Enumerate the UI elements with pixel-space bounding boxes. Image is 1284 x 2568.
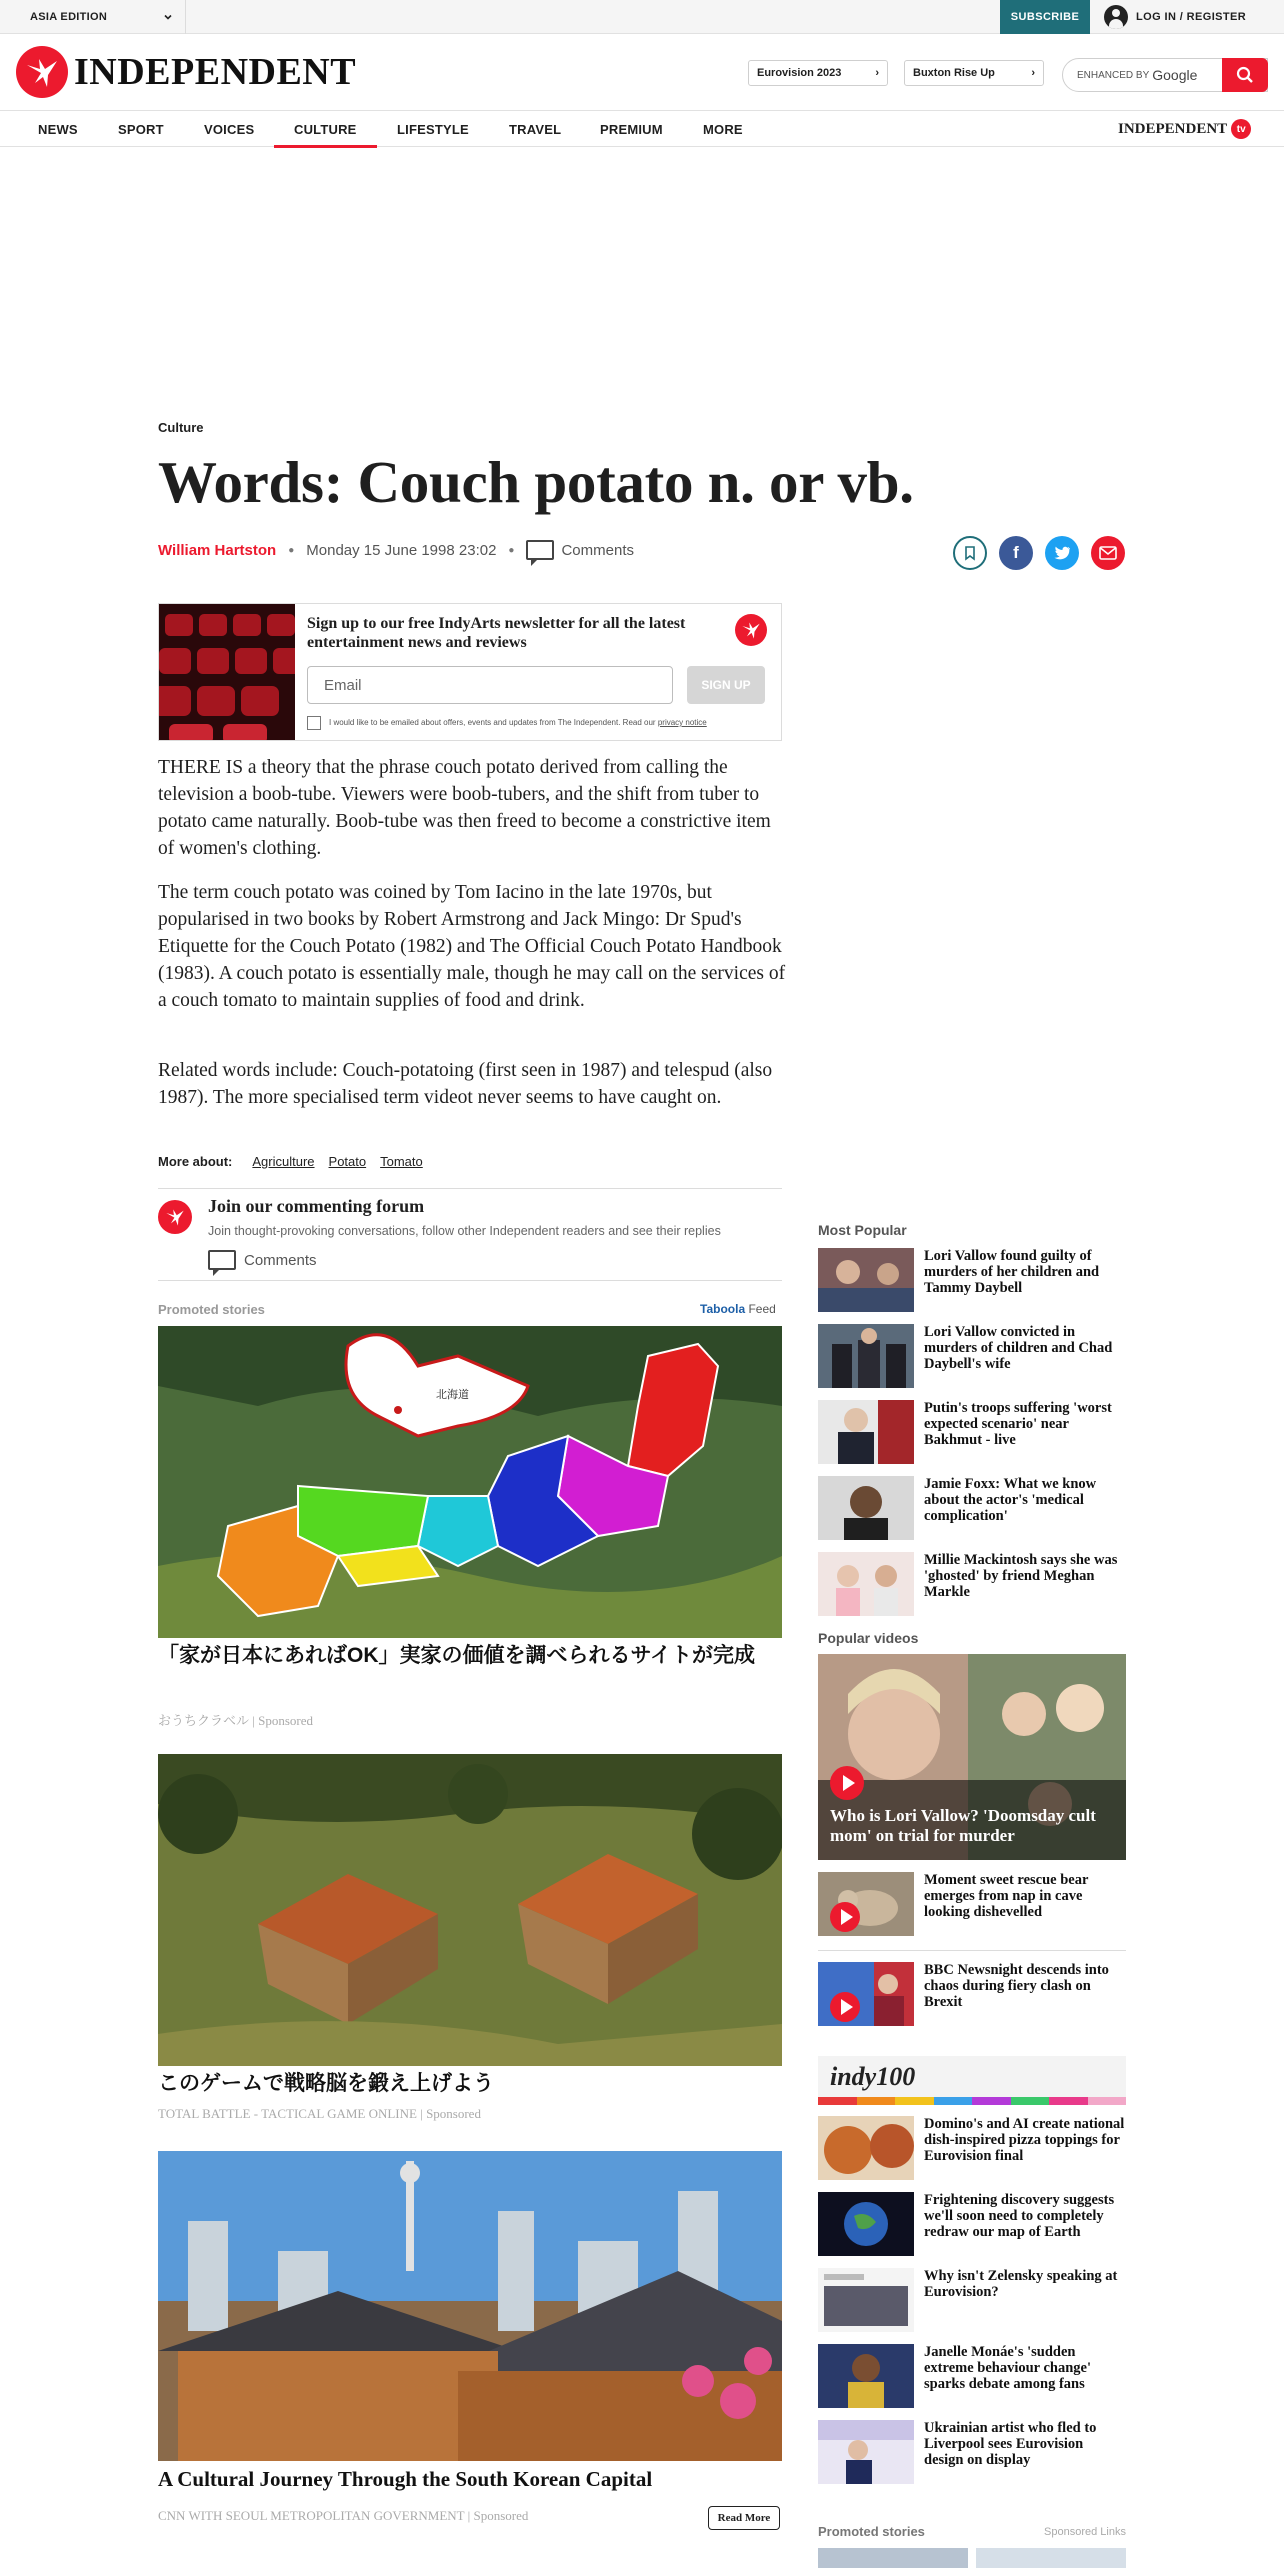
site-header [0, 34, 1284, 110]
headline-text: Lori Vallow convicted in murders of children and Chad Daybell's wife [924, 1324, 1113, 1372]
forum-comments-link[interactable] [208, 1250, 317, 1270]
thumbnail-image [818, 2192, 914, 2256]
thumbnail-image [818, 1552, 914, 1616]
article-paragraph: Related words include: Couch-potatoing (first seen in 1987) and telespud (also 1987). The more specialised term videot never seems to have caught on. [158, 1060, 773, 1108]
search-enhanced-label: ENHANCED BY [1077, 69, 1150, 81]
play-icon [830, 1766, 864, 1800]
tag-potato[interactable]: Potato [328, 1154, 367, 1169]
nav-travel[interactable]: TRAVEL [509, 121, 562, 137]
most-popular-item[interactable] [818, 1552, 1126, 1618]
play-icon [830, 1902, 860, 1932]
search-button[interactable] [1222, 58, 1268, 92]
headline-text: Jamie Foxx: What we know about the actor's 'medical complication' [924, 1476, 1097, 1524]
sidebar-promoted-label: Promoted stories [818, 2524, 925, 2539]
divider [158, 1280, 782, 1281]
headline-text: Ukrainian artist who fled to Liverpool sees Eurovision design on display [924, 2420, 1097, 2468]
login-label: LOG IN / REGISTER [1136, 11, 1247, 23]
nav-news[interactable]: NEWS [38, 121, 78, 137]
section-kicker[interactable]: Culture [158, 420, 204, 435]
comments-label: Comments [561, 541, 634, 559]
popular-videos-heading: Popular videos [818, 1630, 919, 1646]
twitter-icon [1053, 545, 1071, 561]
indy100-item[interactable] [818, 2192, 1126, 2258]
thumbnail-image [818, 1400, 914, 1464]
subscribe-button[interactable]: SUBSCRIBE [1000, 0, 1090, 34]
thumbnail-image [818, 1324, 914, 1388]
trending-pill-buxton[interactable] [904, 60, 1044, 86]
bookmark-icon [963, 545, 977, 561]
tag-agriculture[interactable]: Agriculture [252, 1154, 315, 1169]
promo-image-japan-map[interactable] [158, 1326, 782, 1638]
indy100-item[interactable] [818, 2268, 1126, 2334]
headline-text: BBC Newsnight descends into chaos during fiery clash on Brexit [924, 1962, 1109, 2010]
newsletter-consent-checkbox[interactable] [307, 716, 321, 730]
comments-link[interactable] [526, 540, 634, 560]
bookmark-button[interactable] [953, 536, 987, 570]
privacy-notice-link[interactable]: privacy notice [657, 718, 707, 727]
headline-text: Moment sweet rescue bear emerges from nap in cave looking dishevelled [924, 1872, 1089, 1920]
thumbnail-image [818, 1476, 914, 1540]
byline-separator: ● [288, 544, 295, 556]
indy100-item[interactable] [818, 2116, 1126, 2182]
article-paragraph: The term couch potato was coined by Tom Iacino in the late 1970s, but popularised in two books by Robert Armstrong and Jack Mingo: Dr Spud's Etiquette for the Couch Potato (1982) and The Official Couch Potato Handbook (1983). A couch potato is essentially male, though he may call on the services of a couch tomato to maintain supplies of food and drink. [158, 882, 786, 1011]
trending-pill-eurovision[interactable] [748, 60, 888, 86]
main-nav [0, 110, 1284, 147]
thumbnail-image [818, 2344, 914, 2408]
thumbnail-image [818, 1248, 914, 1312]
featured-video-title: Who is Lori Vallow? 'Doomsday cult mom' on trial for murder [830, 1806, 1096, 1845]
nav-voices[interactable]: VOICES [204, 121, 255, 137]
promo-image-seoul[interactable] [158, 2151, 782, 2461]
eagle-logo-icon [735, 614, 767, 646]
article-paragraph: THERE IS a theory that the phrase couch potato derived from calling the television a boob-tube. Viewers were boob-tubers, and the shift from tuber to potato came naturally. Boob-tube was then freed to become a constrictive item of women's clothing. [158, 757, 771, 859]
video-item[interactable] [818, 1962, 1126, 2028]
promo-story-title[interactable]: A Cultural Journey Through the South Korean Capital [158, 2467, 653, 2491]
tv-badge: tv [1231, 119, 1251, 139]
promo-image-strategy-game[interactable] [158, 1754, 782, 2066]
email-icon [1099, 546, 1117, 560]
nav-premium[interactable]: PREMIUM [600, 121, 663, 137]
promoted-stories-label: Promoted stories [158, 1302, 265, 1317]
most-popular-item[interactable] [818, 1400, 1126, 1466]
most-popular-item[interactable] [818, 1476, 1126, 1542]
more-about-label: More about: [158, 1154, 233, 1169]
promo-story-title[interactable]: このゲームで戦略脳を鍛え上げよう [158, 2072, 494, 2095]
facebook-share-button[interactable] [999, 536, 1033, 570]
independent-tv-link[interactable] [1118, 119, 1251, 139]
indy100-logo: indy100 [830, 2062, 916, 2091]
search-google-label: Google [1152, 67, 1198, 83]
headline-text: Frightening discovery suggests we'll soon need to completely redraw our map of Earth [924, 2192, 1115, 2240]
forum-title: Join our commenting forum [208, 1196, 425, 1216]
pill-label: Eurovision 2023 [757, 67, 842, 79]
read-more-button[interactable]: Read More [708, 2506, 780, 2530]
newsletter-legal-text [329, 718, 707, 727]
pill-label: Buxton Rise Up [913, 67, 995, 79]
site-logo[interactable] [16, 46, 356, 98]
headline-text: Domino's and AI create national dish-inspired pizza toppings for Eurovision final [924, 2116, 1125, 2164]
promo-story-title[interactable]: 「家が日本にあればOK」実家の価値を調べられるサイトが完成 [158, 1644, 756, 1667]
top-utility-bar [0, 0, 1284, 34]
eagle-logo-icon [16, 46, 68, 98]
newsletter-signup-button[interactable]: SIGN UP [687, 666, 765, 704]
logo-wordmark: INDEPENDENT [74, 51, 357, 93]
headline-text: Millie Mackintosh says she was 'ghosted' by friend Meghan Markle [924, 1552, 1118, 1600]
divider [818, 1950, 1126, 1951]
sponsored-links-label[interactable]: Sponsored Links [1044, 2525, 1126, 2538]
author-link[interactable]: William Hartston [158, 541, 277, 559]
forum-subtitle: Join thought-provoking conversations, follow other Independent readers and see their replies [208, 1224, 721, 1238]
byline [158, 540, 634, 560]
login-register-button[interactable] [1104, 0, 1246, 34]
sidebar-promoted-thumbs [818, 2548, 1126, 2568]
eagle-logo-icon [158, 1200, 192, 1234]
indy100-item[interactable] [818, 2420, 1126, 2486]
chevron-right-icon: › [875, 67, 879, 79]
publish-date: Monday 15 June 1998 23:02 [306, 541, 497, 559]
facebook-icon: f [1013, 543, 1019, 562]
nav-lifestyle[interactable]: LIFESTYLE [397, 121, 469, 137]
indy100-color-strip [818, 2097, 1126, 2105]
promo-story-source: TOTAL BATTLE - TACTICAL GAME ONLINE | Sponsored [158, 2106, 481, 2121]
taboola-feed: Feed [748, 1302, 776, 1316]
promo-story-source: おうちクラベル | Sponsored [158, 1713, 313, 1728]
byline-separator: ● [508, 544, 515, 556]
promo-story-source: CNN WITH SEOUL METROPOLITAN GOVERNMENT | Sponsored [158, 2508, 529, 2523]
hokkaido-label: 北海道 [436, 1388, 469, 1401]
taboola-feed-link[interactable] [700, 1302, 776, 1316]
most-popular-heading: Most Popular [818, 1222, 907, 1238]
indy100-item[interactable] [818, 2344, 1126, 2410]
headline-text: Janelle Monáe's 'sudden extreme behaviour change' sparks debate among fans [924, 2344, 1091, 2392]
chevron-right-icon: › [1031, 67, 1035, 79]
user-icon [1104, 5, 1128, 29]
most-popular-item[interactable] [818, 1324, 1126, 1390]
video-item[interactable] [818, 1872, 1126, 1938]
nav-sport[interactable]: SPORT [118, 121, 164, 137]
tv-wordmark: INDEPENDENT [1118, 120, 1228, 137]
headline-text: Lori Vallow found guilty of murders of her children and Tammy Daybell [924, 1248, 1100, 1296]
headline-text: Putin's troops suffering 'worst expected scenario' near Bakhmut - live [924, 1400, 1112, 1448]
twitter-share-button[interactable] [1045, 536, 1079, 570]
nav-culture[interactable]: CULTURE [294, 111, 357, 147]
comment-icon [208, 1250, 236, 1270]
newsletter-title: Sign up to our free IndyArts newsletter for all the latest entertainment news and reviews [307, 615, 686, 651]
thumbnail-image [818, 2268, 914, 2332]
thumbnail-image [818, 2116, 914, 2180]
legal-copy: I would like to be emailed about offers, events and updates from The Independent. Read our [329, 718, 656, 727]
page-title: Words: Couch potato n. or vb. [158, 449, 914, 515]
search-icon [1236, 66, 1254, 84]
email-share-button[interactable] [1091, 536, 1125, 570]
play-icon [830, 1992, 860, 2022]
sidebar-promoted-header [818, 2524, 1126, 2539]
most-popular-item[interactable] [818, 1248, 1126, 1314]
headline-text: Why isn't Zelensky speaking at Eurovision? [924, 2268, 1118, 2300]
thumbnail-image [818, 2420, 914, 2484]
comment-icon [526, 540, 554, 560]
edition-label: ASIA EDITION [30, 11, 108, 23]
newsletter-signup [158, 603, 782, 741]
divider [158, 1188, 782, 1189]
edition-selector[interactable] [14, 0, 186, 34]
chevron-down-icon [163, 12, 173, 22]
tag-tomato[interactable]: Tomato [380, 1154, 423, 1169]
forum-comments-label: Comments [244, 1251, 317, 1269]
newsletter-email-field[interactable]: Email [307, 666, 673, 704]
cinema-seats-image [159, 604, 295, 740]
topic-tags [158, 1154, 423, 1169]
taboola-brand: Taboola [700, 1302, 746, 1316]
featured-video[interactable] [818, 1654, 1126, 1860]
nav-more[interactable]: MORE [703, 121, 743, 137]
